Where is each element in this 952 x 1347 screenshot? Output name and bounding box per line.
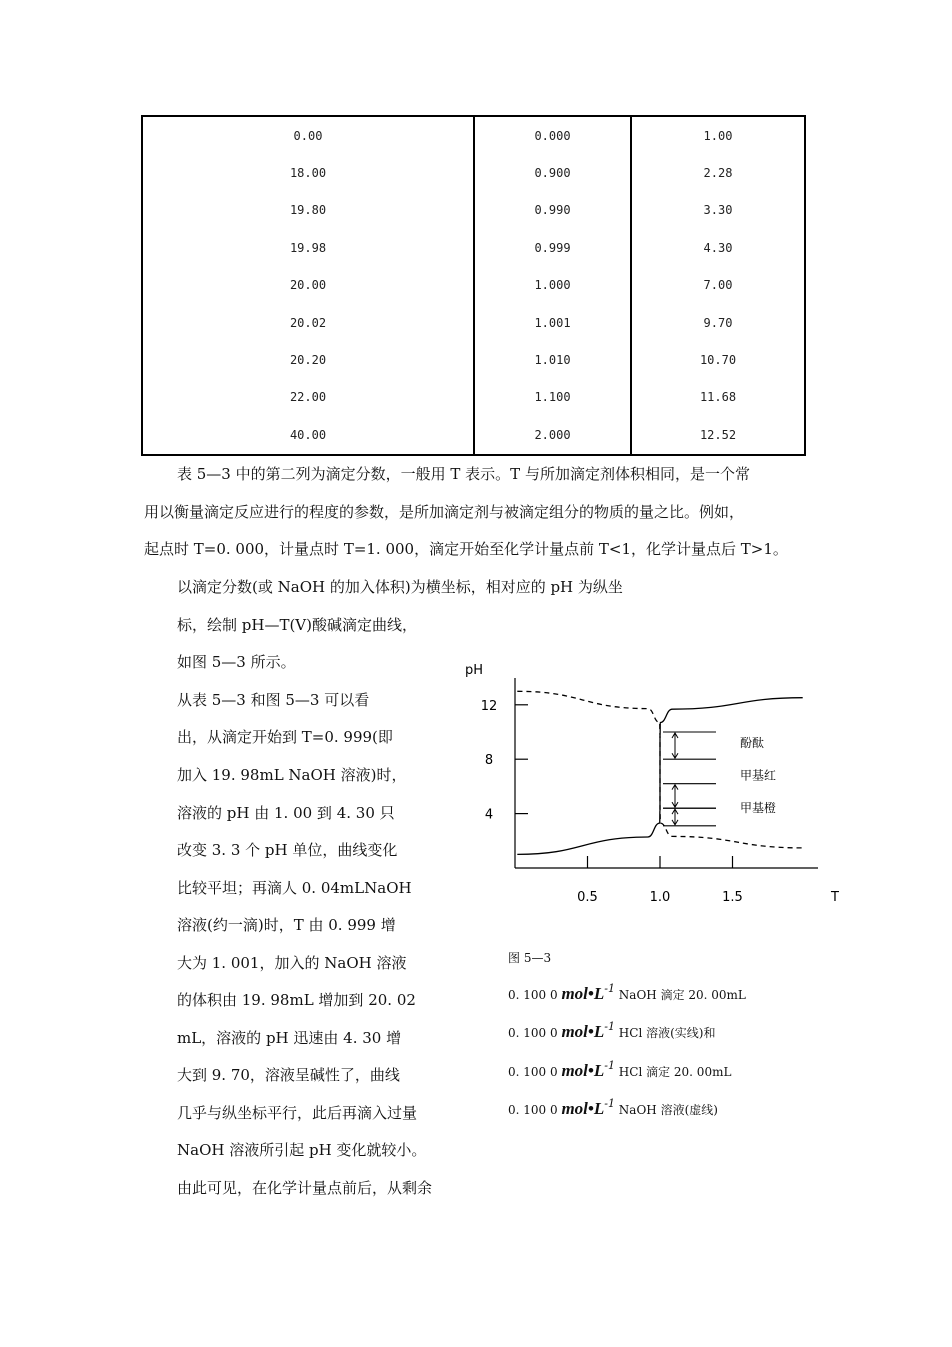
body-text-line: 比较平坦；再滴人 0. 04mLNaOH <box>177 879 412 897</box>
table-row <box>142 379 805 416</box>
table-cell: 9.70 <box>631 304 805 341</box>
y-axis-label: pH <box>465 663 484 678</box>
table-cell: 0.990 <box>474 192 631 229</box>
table-row <box>142 304 805 341</box>
paragraph-line: 起点时 T=0. 000，计量点时 T=1. 000，滴定开始至化学计量点前 T<1，化学计量点后 T>1。 <box>144 540 788 558</box>
titration-curve-chart <box>460 660 860 910</box>
y-tick-label: 12 <box>480 698 498 714</box>
body-text-line: 从表 5—3 和图 5—3 可以看 <box>177 691 370 709</box>
indicator-label: 甲基红 <box>740 768 777 783</box>
body-text-line: 加入 19. 98mL NaOH 溶液)时， <box>177 766 407 784</box>
legend-unit-exponent: -1 <box>604 1059 615 1072</box>
table-cell: 40.00 <box>142 416 474 454</box>
table-cell: 20.20 <box>142 341 474 378</box>
x-axis-label: T <box>831 890 839 905</box>
table-cell: 19.98 <box>142 229 474 266</box>
legend-unit-exponent: -1 <box>604 1020 615 1033</box>
titration-data-table <box>141 115 806 456</box>
body-text-line: 的体积由 19. 98mL 增加到 20. 02 <box>177 991 416 1009</box>
body-text-line: 由此可见，在化学计量点前后，从剩余 <box>177 1179 433 1197</box>
legend-text: HCl 滴定 20. 00mL <box>618 1065 732 1079</box>
legend-text: HCl 溶液(实线)和 <box>618 1026 716 1040</box>
x-tick-label: 1.0 <box>649 890 671 905</box>
x-tick-label: 0.5 <box>577 890 598 905</box>
legend-unit-exponent: -1 <box>604 1097 615 1110</box>
figure-legend-line <box>508 1059 731 1081</box>
table-row <box>142 154 805 191</box>
legend-unit: mol•L <box>561 984 605 1003</box>
body-text-line: 改变 3. 3 个 pH 单位，曲线变化 <box>177 841 398 859</box>
legend-concentration: 0. 100 0 <box>508 1026 558 1040</box>
table-cell: 1.00 <box>631 116 805 154</box>
legend-concentration: 0. 100 0 <box>508 1065 558 1079</box>
paragraph-line: 表 5—3 中的第二列为滴定分数，一般用 T 表示。T 与所加滴定剂体积相同，是一个常 <box>177 465 750 483</box>
table-cell: 0.000 <box>474 116 631 154</box>
legend-unit: mol•L <box>561 1061 605 1080</box>
table-cell: 1.001 <box>474 304 631 341</box>
legend-text: NaOH 滴定 20. 00mL <box>618 988 746 1002</box>
table-cell: 20.00 <box>142 267 474 304</box>
body-text-line: NaOH 溶液所引起 pH 变化就较小。 <box>177 1141 427 1159</box>
table-cell: 10.70 <box>631 341 805 378</box>
paragraph-line: 标，绘制 pH—T(V)酸碱滴定曲线， <box>177 616 417 634</box>
table-row <box>142 192 805 229</box>
table-row <box>142 267 805 304</box>
figure-caption: 图 5—3 <box>508 951 552 965</box>
paragraph-line: 如图 5—3 所示。 <box>177 653 296 671</box>
table-cell: 1.100 <box>474 379 631 416</box>
legend-unit: mol•L <box>561 1022 605 1041</box>
body-text-line: 大为 1. 001，加入的 NaOH 溶液 <box>177 954 407 972</box>
legend-unit-exponent: -1 <box>604 982 615 995</box>
body-text-line: mL，溶液的 pH 迅速由 4. 30 增 <box>177 1029 402 1047</box>
indicator-label: 甲基橙 <box>740 801 777 816</box>
table-cell: 0.900 <box>474 154 631 191</box>
y-tick-label: 8 <box>484 753 494 769</box>
y-tick-label: 4 <box>484 807 494 823</box>
paragraph-line: 以滴定分数(或 NaOH 的加入体积)为横坐标，相对应的 pH 为纵坐 <box>177 578 623 596</box>
table-row <box>142 416 805 454</box>
table-cell: 0.999 <box>474 229 631 266</box>
table-cell: 19.80 <box>142 192 474 229</box>
table-cell: 18.00 <box>142 154 474 191</box>
table-cell: 11.68 <box>631 379 805 416</box>
legend-unit: mol•L <box>561 1099 605 1118</box>
table-cell: 12.52 <box>631 416 805 454</box>
table-cell: 7.00 <box>631 267 805 304</box>
table-cell: 20.02 <box>142 304 474 341</box>
table-cell: 0.00 <box>142 116 474 154</box>
figure-legend-line <box>508 982 746 1004</box>
body-text-line: 出，从滴定开始到 T=0. 999(即 <box>177 728 393 746</box>
body-text-line: 溶液的 pH 由 1. 00 到 4. 30 只 <box>177 804 395 822</box>
table-cell: 2.000 <box>474 416 631 454</box>
table-row <box>142 229 805 266</box>
table-row <box>142 116 805 154</box>
paragraph-line: 用以衡量滴定反应进行的程度的参数，是所加滴定剂与被滴定组分的物质的量之比。例如， <box>144 503 745 521</box>
table-cell: 4.30 <box>631 229 805 266</box>
body-text-line: 溶液(约一滴)时，T 由 0. 999 增 <box>177 916 396 934</box>
legend-concentration: 0. 100 0 <box>508 1103 558 1117</box>
legend-text: NaOH 溶液(虚线) <box>618 1103 718 1117</box>
table-cell: 2.28 <box>631 154 805 191</box>
body-text-line: 几乎与纵坐标平行，此后再滴入过量 <box>177 1104 418 1122</box>
figure-legend-line <box>508 1020 715 1042</box>
x-tick-label: 1.5 <box>722 890 743 905</box>
table-cell: 22.00 <box>142 379 474 416</box>
legend-concentration: 0. 100 0 <box>508 988 558 1002</box>
indicator-label: 酚酞 <box>740 735 765 750</box>
body-text-line: 大到 9. 70，溶液呈碱性了，曲线 <box>177 1066 400 1084</box>
figure-legend-line <box>508 1097 718 1119</box>
table-cell: 1.010 <box>474 341 631 378</box>
table-cell: 3.30 <box>631 192 805 229</box>
table-row <box>142 341 805 378</box>
table-cell: 1.000 <box>474 267 631 304</box>
